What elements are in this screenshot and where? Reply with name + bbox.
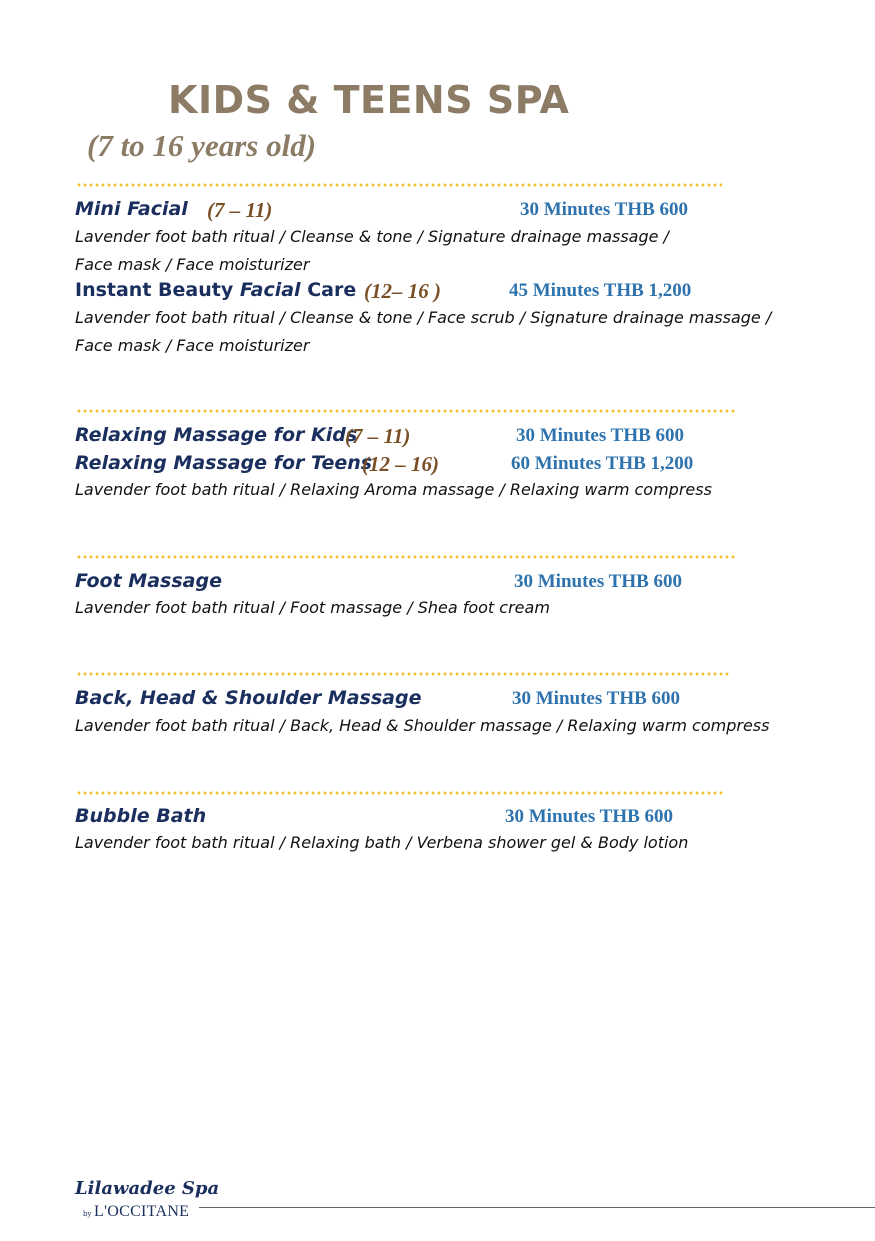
brand-logo: L'OCCITANE — [94, 1203, 190, 1220]
service-price: 30 Minutes THB 600 — [514, 571, 683, 592]
service-description: Lavender foot bath ritual / Relaxing Aroma massage / Relaxing warm compress — [75, 480, 712, 499]
service-name-part: Facial — [239, 279, 301, 301]
page-subtitle: (7 to 16 years old) — [87, 128, 317, 163]
service-name-part: Instant Beauty — [75, 279, 240, 301]
logo-by-text: by — [83, 1210, 92, 1218]
service-age-range: (12 – 16) — [362, 452, 439, 476]
spa-logo: Lilawadee Spa — [75, 1178, 220, 1199]
service-name: Mini Facial — [75, 198, 188, 220]
divider-dots — [76, 555, 735, 559]
service-price: 30 Minutes THB 600 — [516, 425, 685, 446]
service-name: Relaxing Massage for Teens — [75, 452, 373, 474]
service-age-range: (12– 16 ) — [364, 279, 441, 303]
service-name: Foot Massage — [75, 570, 222, 592]
service-name: Bubble Bath — [75, 805, 207, 827]
service-description: Lavender foot bath ritual / Cleanse & tone / Signature drainage massage / — [75, 227, 669, 246]
service-price: 30 Minutes THB 600 — [512, 688, 681, 709]
service-name: Relaxing Massage for Kids — [75, 424, 358, 446]
service-name-part: Care — [300, 279, 357, 301]
service-name: Back, Head & Shoulder Massage — [75, 687, 422, 709]
divider-dots — [76, 409, 735, 413]
service-price: 60 Minutes THB 1,200 — [511, 453, 694, 474]
service-description: Lavender foot bath ritual / Foot massage / Shea foot cream — [75, 598, 550, 617]
service-description: Lavender foot bath ritual / Cleanse & tone / Face scrub / Signature drainage massage / — [75, 308, 772, 327]
service-price: 45 Minutes THB 1,200 — [509, 280, 692, 301]
divider-dots — [76, 672, 729, 676]
service-price: 30 Minutes THB 600 — [505, 806, 674, 827]
service-description: Lavender foot bath ritual / Back, Head & Shoulder massage / Relaxing warm compress — [75, 716, 770, 735]
service-name — [75, 279, 356, 301]
divider-dots — [76, 791, 723, 795]
service-description: Lavender foot bath ritual / Relaxing bath / Verbena shower gel & Body lotion — [75, 833, 689, 852]
divider-dots — [76, 183, 722, 187]
service-description: Face mask / Face moisturizer — [75, 255, 310, 274]
service-price: 30 Minutes THB 600 — [520, 199, 689, 220]
footer-divider-line — [199, 1207, 875, 1208]
service-age-range: (7 – 11) — [207, 198, 273, 222]
service-description: Face mask / Face moisturizer — [75, 336, 310, 355]
service-age-range: (7 – 11) — [345, 424, 411, 448]
page-title: KIDS & TEENS SPA — [168, 78, 570, 122]
